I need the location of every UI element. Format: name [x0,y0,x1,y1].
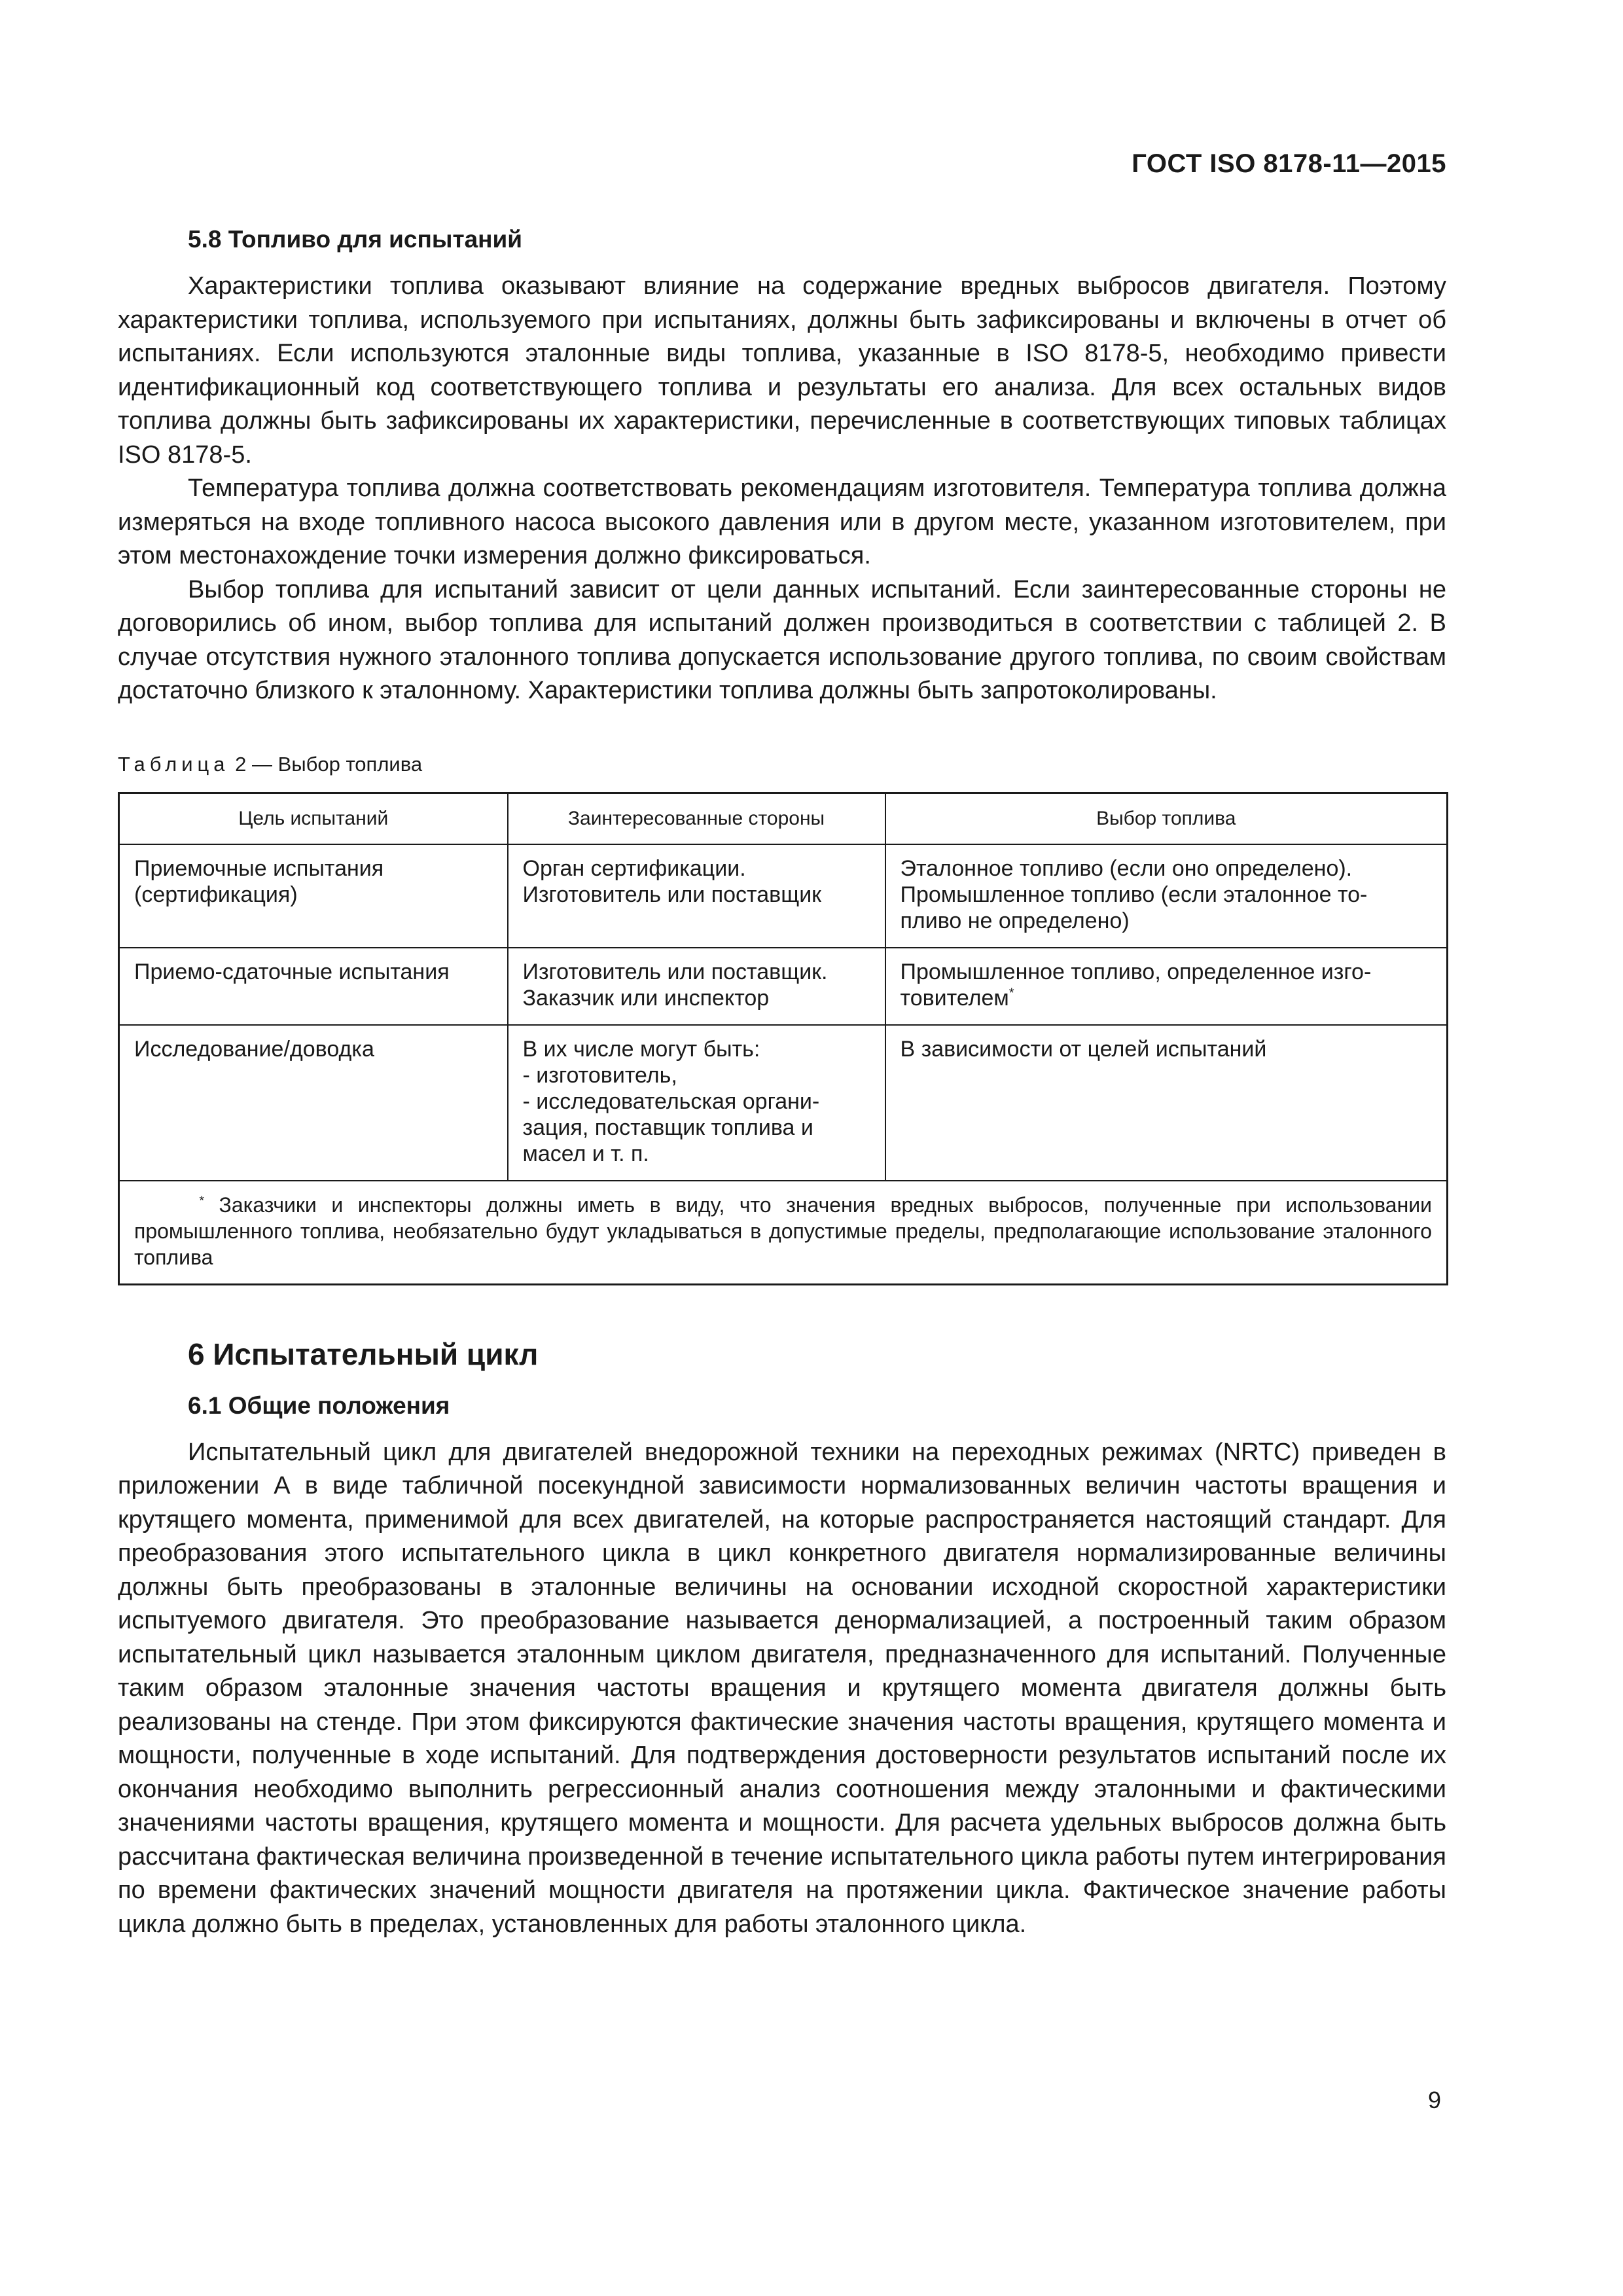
cell-line: масел и т. п. [522,1141,649,1166]
cell-line: - исследовательская органи- [522,1088,820,1114]
footnote-marker: * [199,1193,204,1208]
cell-line: зация, поставщик топлива и [522,1115,813,1140]
cell-line: пливо не определено) [900,908,1130,933]
cell-line [901,985,1433,1011]
cell-purpose [119,844,508,948]
table-caption-label: Таблица [118,752,230,776]
table-row [119,844,1448,948]
cell-purpose [119,1025,508,1181]
standard-header: ГОСТ ISO 8178-11—2015 [1132,149,1446,178]
page-number: 9 [1427,2087,1441,2113]
cell-line: - изготовитель, [522,1062,677,1088]
cell-parties [508,948,885,1025]
cell-line: Промышленное топливо (если эталонное то- [900,882,1368,907]
section-6-heading: 6 Испытательный цикл [188,1336,539,1371]
cell-line: Изготовитель или поставщик. [522,959,828,984]
section-6-1-heading: 6.1 Общие положения [188,1391,450,1419]
section-5-8-paragraph-2: Температура топлива должна соответствовать рекомендациям изготовителя. Температура топлива должна измеряться на входе топливного насоса высокого давления или в другом месте, указанном изготовителем, при этом местонахождение точки измерения должно фиксироваться. [118,475,1446,569]
table-note-row [119,1181,1448,1285]
cell-line: Приемочные испытания [134,855,384,881]
section-5-8-paragraph-1: Характеристики топлива оказывают влияние на содержание вредных выбросов двигателя. Поэтому характеристики топлива, используемого при испытаниях, должны быть зафиксированы и включены в отчет об испытаниях. Если используются эталонные виды топлива, указанные в ISO 8178-5, необходимо привести идентификационный код соответствующего топлива и результаты его анализа. Для всех остальных видов топлива должны быть зафиксированы их характеристики, перечисленные в соответствующих типовых таблицах ISO 8178-5. [118,272,1446,469]
cell-fuel [885,948,1448,1025]
footnote-text: Заказчики и инспекторы должны иметь в виду, что значения вредных выбросов, полученные при использовании промышленного топлива, необязательно будут укладываться в допустимые пределы, предполагающие использование эталонного топлива [134,1193,1432,1269]
footnote-indent [134,1192,204,1218]
cell-line: Исследование/доводка [134,1036,374,1062]
cell-line: Приемо-сдаточные испытания [134,959,450,984]
table-caption [118,751,1446,778]
cell-text: товителем [900,985,1009,1011]
cell-line: Изготовитель или поставщик [522,882,822,907]
cell-line: Заказчик или инспектор [522,985,770,1011]
cell-line: Промышленное топливо, определенное изго- [900,959,1372,984]
section-6-1-paragraph: Испытательный цикл для двигателей внедорожной техники на переходных режимах (NRTC) приведен в приложении А в виде табличной посекундной зависимости нормализованных величин частоты вращения и крутящего момента, применимой для всех двигателей, на которые распространяется настоящий стандарт. Для преобразования этого испытательного цикла в цикл конкретного двигателя нормализированные величины должны быть преобразованы в эталонные величины на основании исходной скоростной характеристики испытуемого двигателя. Это преобразование называется денормализацией, а построенный таким образом испытательный цикл называется эталонным циклом двигателя, предназначенного для испытаний. Полученные таким образом эталонные значения частоты вращения и крутящего момента двигателя должны быть реализованы на стенде. При этом фиксируются фактические значения частоты вращения, крутящего момента и мощности, полученные в ходе испытаний. Для подтверждения достоверности результатов испытаний после их окончания необходимо выполнить регрессионный анализ соотношения между эталонными и фактическими значениями частоты вращения, крутящего момента и мощности. Для расчета удельных выбросов должна быть рассчитана фактическая величина произведенной в течение испытательного цикла работы путем интегрирования по времени фактических значений мощности двигателя на протяжении цикла. Фактическое значение работы цикла должно быть в пределах, установленных для работы эталонного цикла. [118,1438,1446,1938]
column-header-fuel: Выбор топлива [885,793,1448,844]
column-header-parties: Заинтересованные стороны [508,793,885,844]
table-header-row [119,793,1448,844]
cell-line: В зависимости от целей испытаний [900,1036,1267,1062]
fuel-selection-table [118,792,1448,1285]
cell-line: Орган сертификации. [522,855,746,881]
table-row [119,948,1448,1025]
column-header-purpose: Цель испытаний [119,793,508,844]
cell-parties [508,1025,885,1181]
section-5-8-heading: 5.8 Топливо для испытаний [188,226,522,253]
table-caption-text: 2 — Выбор топлива [229,752,423,776]
cell-parties [508,844,885,948]
page-content [118,224,1446,1941]
cell-fuel [885,1025,1448,1181]
cell-purpose [119,948,508,1025]
table-footnote [119,1181,1448,1285]
cell-fuel [885,844,1448,948]
cell-line: В их числе могут быть: [522,1036,760,1062]
footnote-marker: * [1008,986,1014,1001]
section-5-8-paragraph-3: Выбор топлива для испытаний зависит от цели данных испытаний. Если заинтересованные стороны не договорились об ином, выбор топлива для испытаний должен производиться в соответствии с таблицей 2. В случае отсутствия нужного эталонного топлива допускается использование другого топлива, по своим свойствам достаточно близкого к эталонному. Характеристики топлива должны быть запротоколированы. [118,575,1446,704]
cell-line: Эталонное топливо (если оно определено). [900,855,1353,881]
table-row [119,1025,1448,1181]
cell-line: (сертификация) [134,882,298,907]
